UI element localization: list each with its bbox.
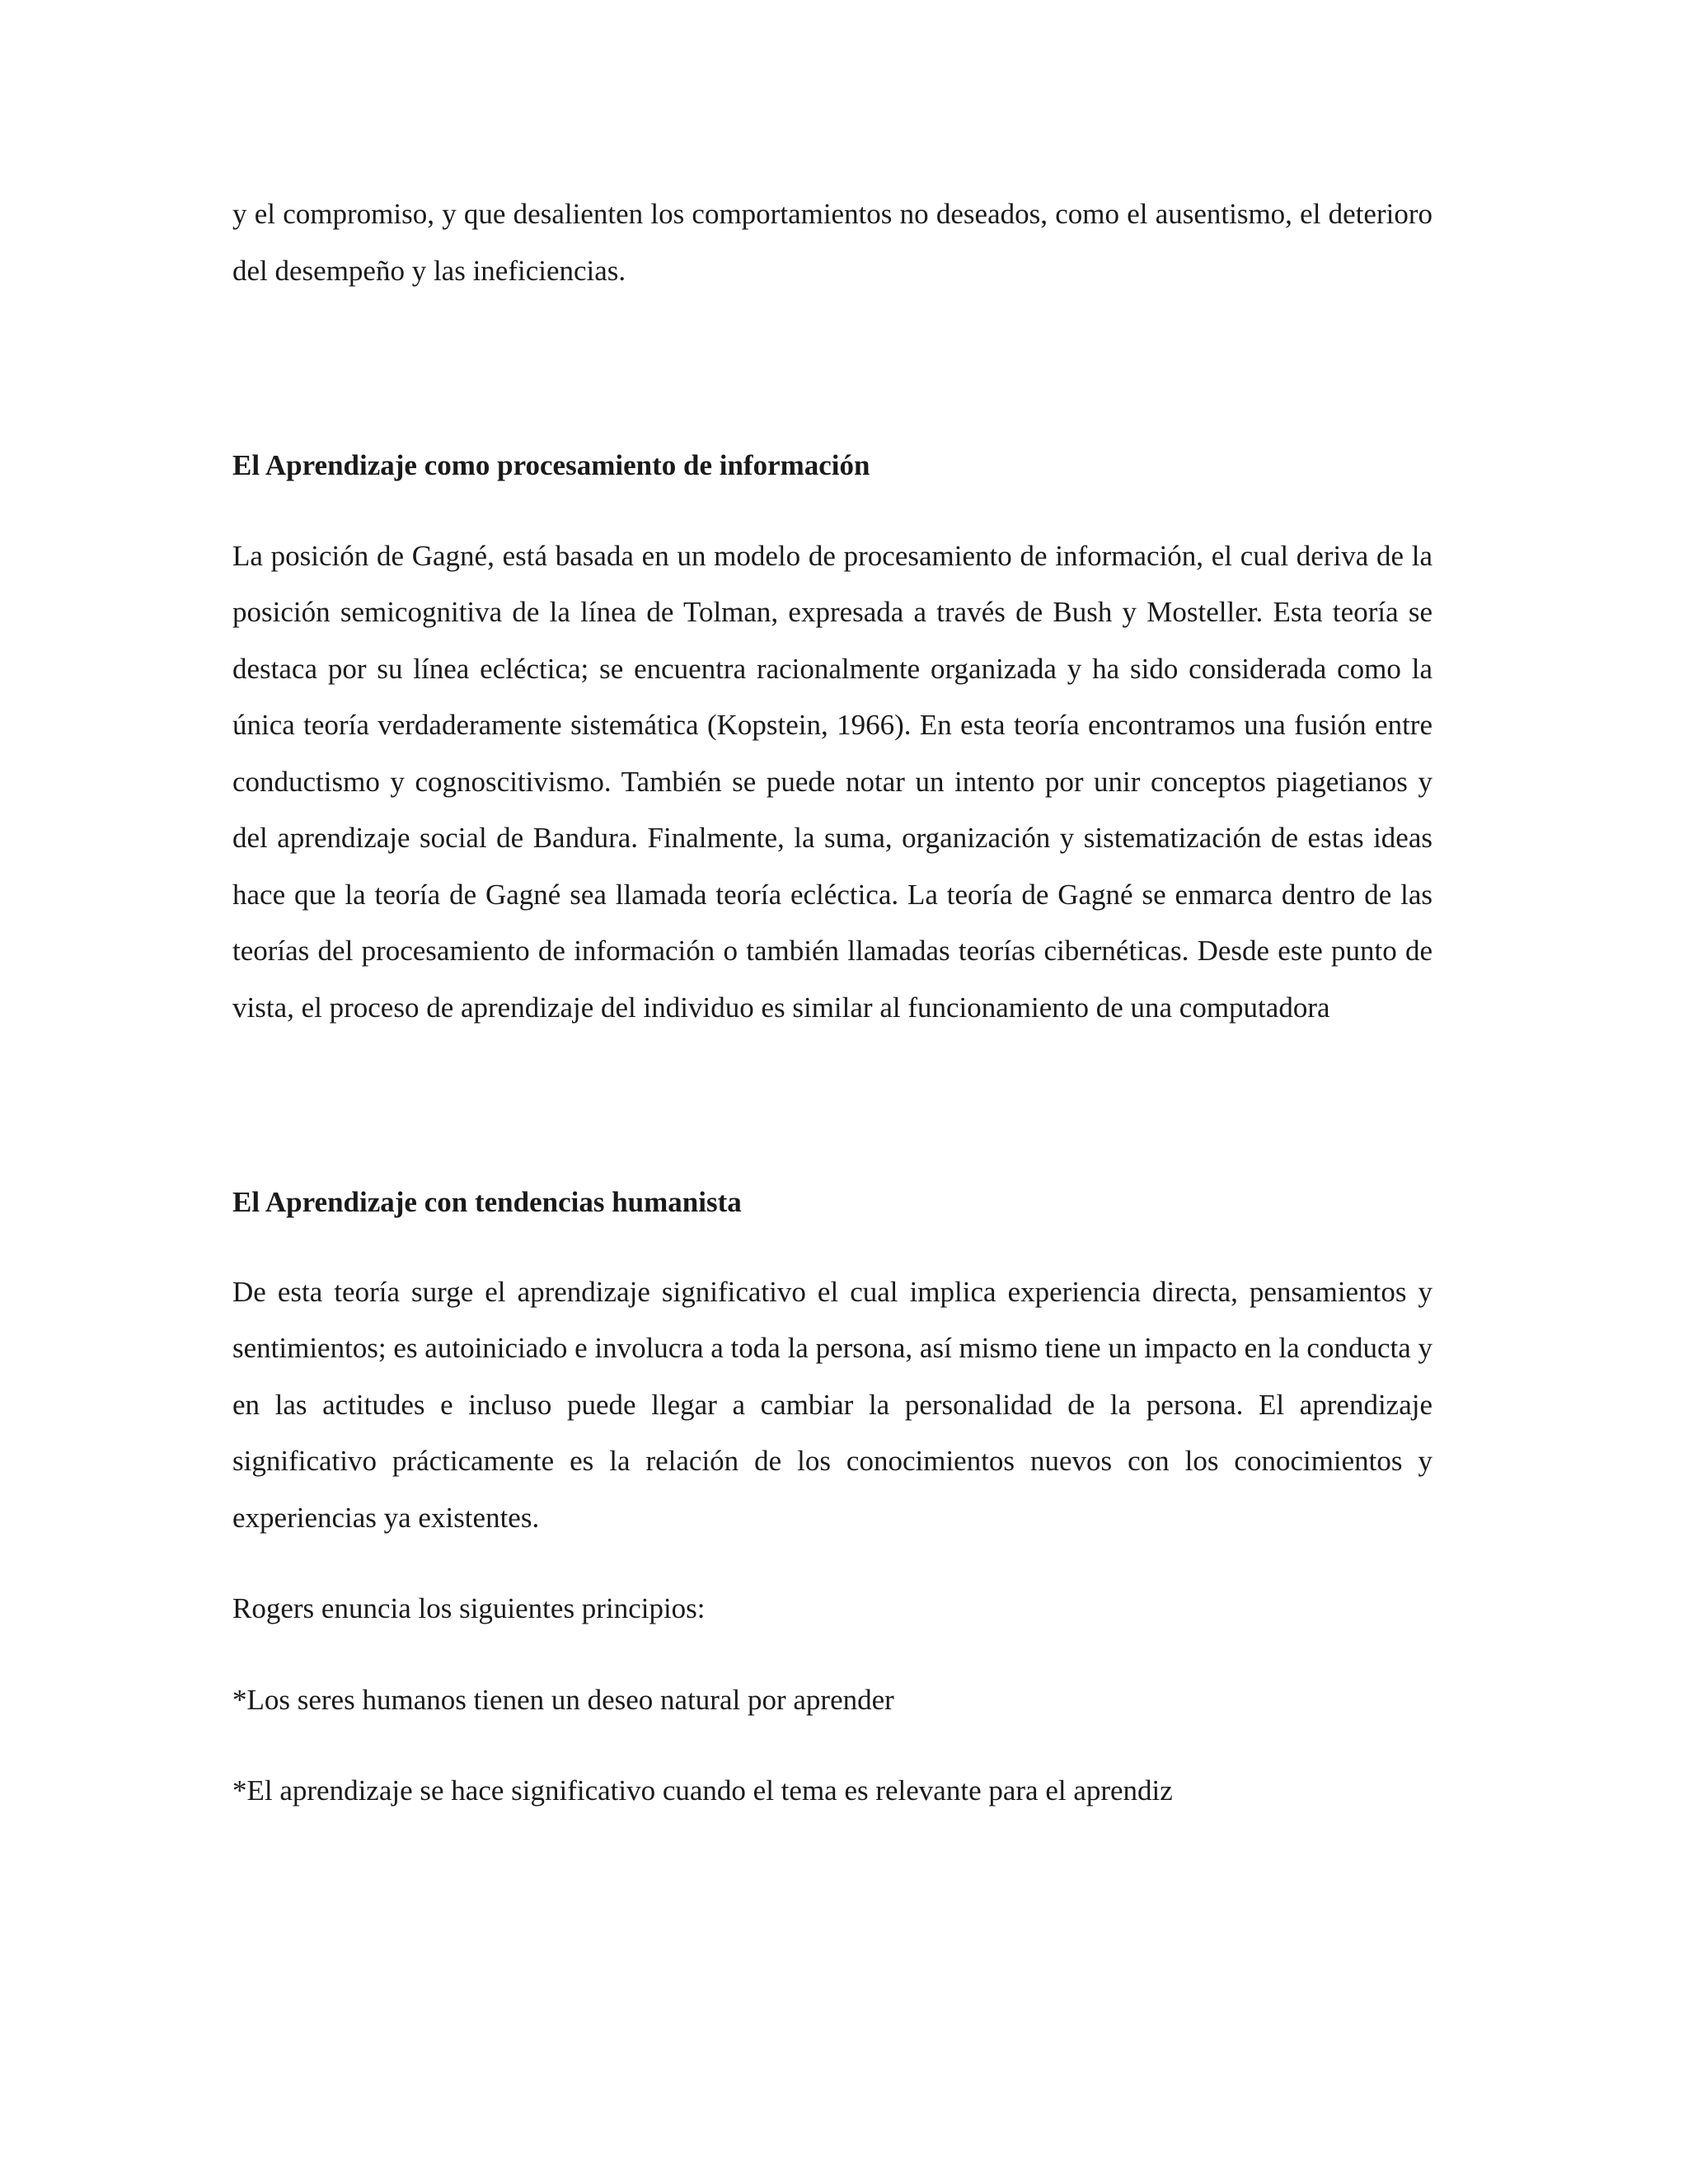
- section-heading-humanista: El Aprendizaje con tendencias humanista: [232, 1186, 742, 1218]
- section-paragraph-humanista: De esta teoría surge el aprendizaje significativo el cual implica experiencia directa, pensamientos y sentimientos; es autoiniciado e involucra a toda la persona, así mismo tiene un impacto en la conducta y en las actitudes e incluso puede llegar a cambiar la personalidad de la persona. El aprendizaje significativo prácticamente es la relación de los conocimientos nuevos con los conocimientos y experiencias ya existentes.: [232, 1275, 1432, 1534]
- principle-item: *El aprendizaje se hace significativo cuando el tema es relevante para el aprendiz: [232, 1774, 1173, 1807]
- section-heading-procesamiento: El Aprendizaje como procesamiento de información: [232, 449, 870, 481]
- intro-paragraph: y el compromiso, y que desalienten los comportamientos no deseados, como el ausentismo, el deterioro del desempeño y las ineficiencias.: [232, 198, 1432, 287]
- section-paragraph-procesamiento: La posición de Gagné, está basada en un modelo de procesamiento de información, el cual deriva de la posición semicognitiva de la línea de Tolman, expresada a través de Bush y Mosteller. Esta teoría se destaca por su línea ecléctica; se encuentra racionalmente organizada y ha sido considerada como la única teoría verdaderamente sistemática (Kopstein, 1966). En esta teoría encontramos una fusión entre conductismo y cognoscitivismo. También se puede notar un intento por unir conceptos piagetianos y del aprendizaje social de Bandura. Finalmente, la suma, organización y sistematización de estas ideas hace que la teoría de Gagné sea llamada teoría ecléctica. La teoría de Gagné se enmarca dentro de las teorías del procesamiento de información o también llamadas teorías cibernéticas. Desde este punto de vista, el proceso de aprendizaje del individuo es similar al funcionamiento de una computadora: [232, 539, 1432, 1024]
- page-content: [232, 186, 1432, 1820]
- principle-item: *Los seres humanos tienen un deseo natural por aprender: [232, 1683, 894, 1716]
- principles-intro: Rogers enuncia los siguientes principios:: [232, 1592, 706, 1624]
